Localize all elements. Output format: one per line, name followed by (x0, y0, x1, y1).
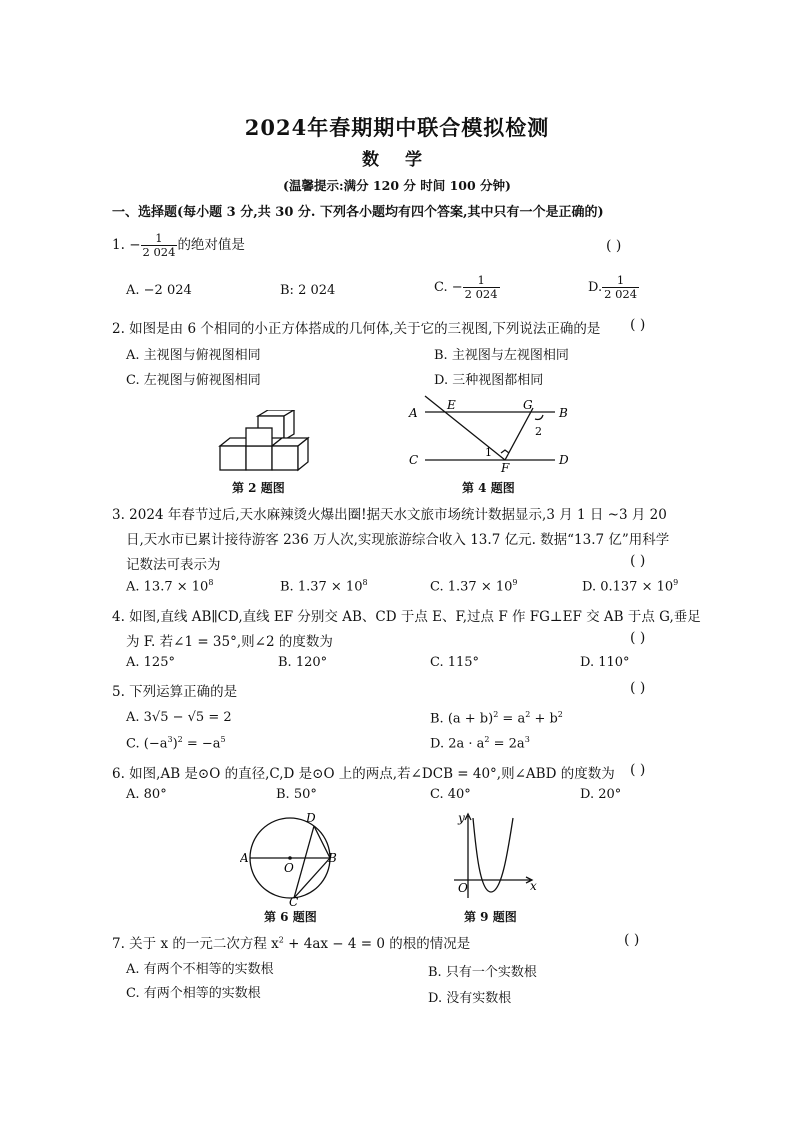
q1-fraction (141, 232, 178, 259)
figure-9-parabola (446, 810, 541, 900)
fig9-label-x: x (530, 879, 537, 893)
q4-option-a: A. 125° (126, 655, 175, 670)
q1-d-frac-den: 2 024 (604, 287, 638, 302)
q7-text-pre: 7. 关于 x 的一元二次方程 x (112, 936, 279, 952)
q3-b-exp: 8 (362, 578, 368, 587)
question-3-line-1: 3. 2024 年春节过后,天水麻辣烫火爆出圈!据天水文旅市场统计数据显示,3 月 1 日 ~3 月 20 (112, 507, 667, 523)
q5-b-exp2: 2 (525, 710, 531, 719)
q5-d-exp: 2 (484, 735, 490, 744)
fig4-label-angle-2: 2 (535, 425, 542, 438)
q4-option-d: D. 110° (580, 655, 630, 670)
q6-option-b: B. 50° (276, 787, 317, 802)
fig6-label-a: A (240, 851, 249, 865)
question-3-line-3: 记数法可表示为 (126, 557, 221, 573)
fig6-label-o: O (284, 861, 294, 875)
q5-c-exp2: 2 (177, 735, 183, 744)
q6-option-c: C. 40° (430, 787, 471, 802)
question-6: 6. 如图,AB 是⊙O 的直径,C,D 是⊙O 上的两点,若∠DCB = 40°,则∠ABD 的度数为 (112, 766, 615, 782)
q5-c-mid: ) (172, 736, 178, 752)
q7-text-post: + 4ax − 4 = 0 的根的情况是 (283, 936, 471, 952)
question-4-line-2: 为 F. 若∠1 = 35°,则∠2 的度数为 (126, 634, 333, 650)
q5-c-tail: = −a (182, 736, 221, 752)
q1-c-prefix: C. − (434, 280, 463, 296)
fig4-label-d: D (559, 453, 569, 467)
q2-option-c: C. 左视图与俯视图相同 (126, 373, 261, 388)
fig4-label-a: A (409, 406, 418, 420)
fig6-center-point (288, 856, 292, 860)
fig4-label-g: G (523, 398, 533, 412)
q1-minus: − (129, 237, 141, 254)
q1-answer-paren[interactable]: ( ) (606, 238, 622, 254)
q3-a-exp: 8 (208, 578, 214, 587)
q5-c-base: C. (−a (126, 736, 168, 752)
q2-option-a: A. 主视图与俯视图相同 (126, 348, 261, 363)
figure-4-caption: 第 4 题图 (462, 481, 515, 495)
q5-option-d (430, 735, 530, 751)
q5-c-exp: 3 (167, 735, 173, 744)
q1-number: 1. (112, 237, 125, 254)
subject-title: 数 学 (362, 150, 432, 170)
q3-c-text: C. 1.37 × 10 (430, 579, 513, 595)
q5-option-a: A. 3√5 − √5 = 2 (126, 710, 232, 725)
fig6-label-b: B (328, 851, 337, 865)
q3-answer-paren[interactable]: ( ) (630, 553, 646, 569)
page-title: 2024年春期期中联合模拟检测 (244, 115, 550, 140)
fig4-label-angle-1: 1 (485, 446, 492, 459)
q1-c-frac-num: 1 (463, 274, 500, 288)
question-1 (112, 232, 245, 259)
q5-option-c (126, 735, 226, 751)
q7-option-d: D. 没有实数根 (428, 991, 512, 1006)
q3-c-exp: 9 (512, 578, 518, 587)
q5-b-tail: + b (530, 711, 558, 727)
q6-option-d: D. 20° (580, 787, 622, 802)
question-3-line-2: 日,天水市已累计接待游客 236 万人次,实现旅游综合收入 13.7 亿元. 数据“13.7 亿”用科学 (126, 532, 670, 548)
exam-note: (温馨提示:满分 120 分 时间 100 分钟) (283, 178, 511, 193)
figure-2-caption: 第 2 题图 (232, 481, 285, 495)
q6-option-a: A. 80° (126, 787, 167, 802)
q1-frac-den: 2 024 (142, 245, 176, 260)
q7-answer-paren[interactable]: ( ) (624, 932, 640, 948)
q3-option-b (280, 578, 368, 594)
q2-answer-paren[interactable]: ( ) (630, 317, 646, 333)
q5-option-b (430, 710, 563, 726)
question-5: 5. 下列运算正确的是 (112, 684, 238, 700)
figure-6-circle (240, 810, 340, 906)
q5-b-exp3: 2 (557, 710, 563, 719)
q7-option-a: A. 有两个不相等的实数根 (126, 962, 274, 977)
figure-9-caption: 第 9 题图 (464, 910, 517, 924)
q5-b-exp: 2 (493, 710, 499, 719)
q3-d-exp: 9 (673, 578, 679, 587)
q3-d-text: D. 0.137 × 10 (582, 579, 674, 595)
fig6-label-c: C (289, 895, 299, 906)
q7-option-b: B. 只有一个实数根 (428, 965, 537, 980)
q1-option-d (588, 274, 639, 301)
fig9-label-o: O (458, 881, 468, 895)
q1-d-frac-num: 1 (602, 274, 639, 288)
q3-option-c (430, 578, 518, 594)
fig9-label-y: y (458, 811, 465, 825)
q6-answer-paren[interactable]: ( ) (630, 762, 646, 778)
q1-option-c (434, 274, 500, 301)
fig4-label-e: E (447, 398, 456, 412)
fig4-label-f: F (501, 461, 510, 473)
figure-4-parallel-lines (405, 393, 580, 473)
fig4-label-b: B (559, 406, 568, 420)
figure-6-caption: 第 6 题图 (264, 910, 317, 924)
q1-frac-num: 1 (141, 232, 178, 246)
q1-tail: 的绝对值是 (177, 237, 245, 254)
q2-option-d: D. 三种视图都相同 (434, 373, 544, 388)
q1-d-fraction (602, 274, 639, 301)
q3-b-text: B. 1.37 × 10 (280, 579, 363, 595)
figure-2-cubes (212, 410, 312, 476)
fig4-label-c: C (409, 453, 419, 467)
q1-c-fraction (463, 274, 500, 301)
q7-option-c: C. 有两个相等的实数根 (126, 986, 261, 1001)
q4-option-b: B. 120° (278, 655, 328, 670)
q3-option-d (582, 578, 678, 594)
q1-option-b: B: 2 024 (280, 283, 336, 298)
q5-c-exp3: 5 (220, 735, 226, 744)
q1-d-prefix: D. (588, 280, 603, 296)
q3-option-a (126, 578, 213, 594)
question-4-line-1: 4. 如图,直线 AB∥CD,直线 EF 分别交 AB、CD 于点 E、F,过点 F 作 FG⊥EF 交 AB 于点 G,垂足 (112, 609, 701, 625)
q5-d-exp2: 3 (524, 735, 530, 744)
fig6-label-d: D (306, 811, 316, 825)
section-heading: 一、选择题(每小题 3 分,共 30 分. 下列各小题均有四个答案,其中只有一个是正确的) (112, 205, 604, 220)
question-7 (112, 932, 470, 952)
q4-answer-paren[interactable]: ( ) (630, 630, 646, 646)
q2-option-b: B. 主视图与左视图相同 (434, 348, 569, 363)
q1-option-a: A. −2 024 (126, 283, 192, 298)
q5-d-tail: = 2a (489, 736, 525, 752)
question-2: 2. 如图是由 6 个相同的小正方体搭成的几何体,关于它的三视图,下列说法正确的是 (112, 321, 601, 337)
q1-c-frac-den: 2 024 (464, 287, 498, 302)
q4-option-c: C. 115° (430, 655, 480, 670)
q5-d-base: D. 2a · a (430, 736, 485, 752)
q7-exp: 2 (278, 935, 284, 945)
q5-answer-paren[interactable]: ( ) (630, 680, 646, 696)
q3-a-text: A. 13.7 × 10 (126, 579, 209, 595)
q5-b-base: B. (a + b) (430, 711, 494, 727)
q5-b-mid: = a (498, 711, 526, 727)
